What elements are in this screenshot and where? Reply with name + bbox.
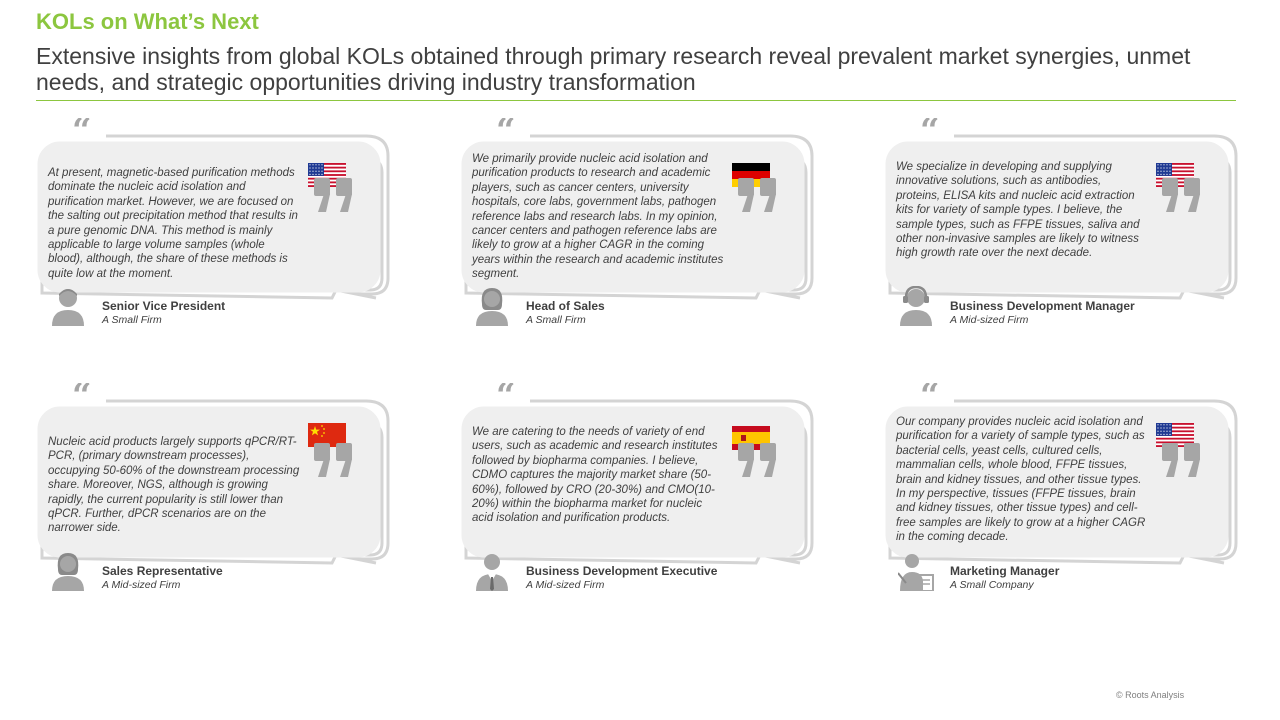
kol-firm: A Small Firm <box>102 314 162 326</box>
close-quote-icon <box>1160 176 1204 216</box>
kol-firm: A Mid-sized Firm <box>526 579 605 591</box>
close-quote-icon <box>312 176 356 216</box>
open-quote-icon: “ <box>72 383 92 416</box>
open-quote-icon: “ <box>496 383 516 416</box>
kol-quote-text: At present, magnetic-based purification methods dominate the nucleic acid isolation and purification market. However, we are focused on the salting out precipitation method that results in a pure genomic DNA. This method is mainly applicable to large volume samples (whole blood), although, the share of these methods is quite low at the moment. <box>48 167 298 280</box>
open-quote-icon: “ <box>920 383 940 416</box>
kol-role: Business Development Executive <box>526 564 718 578</box>
kol-firm: A Small Company <box>950 579 1034 591</box>
female-person-icon <box>50 551 86 591</box>
title-divider <box>36 100 1236 101</box>
kol-quote-card <box>36 383 396 623</box>
kol-quote-text: We are catering to the needs of variety of end users, such as academic and research institutes followed by biopharma companies. I believe, CDMO captures the majority market share (50-60%), followed by CRO (20-30%) and CMO(10-20%) within the biopharma market for nucleic acid isolation and purification products. <box>472 426 718 525</box>
kol-role: Head of Sales <box>526 299 605 313</box>
page-title: KOLs on What’s Next <box>36 9 259 34</box>
headset-person-icon <box>898 286 934 326</box>
businessman-icon <box>474 551 510 591</box>
kol-role: Marketing Manager <box>950 564 1060 578</box>
kol-quote-card <box>460 118 820 358</box>
presenter-icon <box>898 551 934 591</box>
open-quote-icon: “ <box>920 118 940 151</box>
page-subtitle: Extensive insights from global KOLs obtained through primary research reveal prevalent market synergies, unmet needs, and strategic opportunities driving industry transformation <box>36 43 1191 95</box>
open-quote-icon: “ <box>496 118 516 151</box>
kol-quote-card <box>884 383 1244 623</box>
close-quote-icon <box>1160 441 1204 481</box>
close-quote-icon <box>312 441 356 481</box>
open-quote-icon: “ <box>72 118 92 151</box>
kol-role: Sales Representative <box>102 564 223 578</box>
male-person-icon <box>50 286 86 326</box>
kol-firm: A Small Firm <box>526 314 586 326</box>
kol-quote-text: We primarily provide nucleic acid isolation and purification products to research and academic players, such as cancer centers, university hospitals, core labs, government labs, pathogen reference labs and research labs. In my opinion, cancer centers and pathogen reference labs are likely to grow at a higher CAGR in the coming years within the research and academic institutes segment. <box>472 153 724 281</box>
copyright-footer: © Roots Analysis <box>1116 690 1185 700</box>
kol-quote-text: We specialize in developing and supplying innovative solutions, such as antibodies, proteins, ELISA kits and nucleic acid extraction kits for variety of sample types. I believe, the sample types, such as FFPE tissues, saliva and other non-invasive samples are likely to witness high growth rate over the next decade. <box>896 161 1140 260</box>
close-quote-icon <box>736 441 780 481</box>
female-person-icon <box>474 286 510 326</box>
kol-quote-card <box>36 118 396 358</box>
kol-role: Business Development Manager <box>950 299 1135 313</box>
kol-quote-card <box>460 383 820 623</box>
kol-firm: A Mid-sized Firm <box>950 314 1029 326</box>
kol-firm: A Mid-sized Firm <box>102 579 181 591</box>
close-quote-icon <box>736 176 780 216</box>
kol-quote-text: Nucleic acid products largely supports qPCR/RT-PCR, (primary downstream processes), occupying 50-60% of the downstream processing share. Moreover, NGS, although is growing rapidly, the current popularity is still lower than qPCR. Further, dPCR scenarios are on the narrower side. <box>48 436 300 535</box>
kol-quote-card <box>884 118 1244 358</box>
kol-role: Senior Vice President <box>102 299 226 313</box>
kol-quote-text: Our company provides nucleic acid isolation and purification for a variety of sample types, such as bacterial cells, yeast cells, cultured cells, mammalian cells, whole blood, FFPE tissues, brain and kidney tissues, and other tissue types. In my perspective, tissues (FFPE tissues, brain and kidney tissues, other tissue types) and cell-free samples are likely to grow at a higher CAGR in the coming decade. <box>896 416 1146 544</box>
